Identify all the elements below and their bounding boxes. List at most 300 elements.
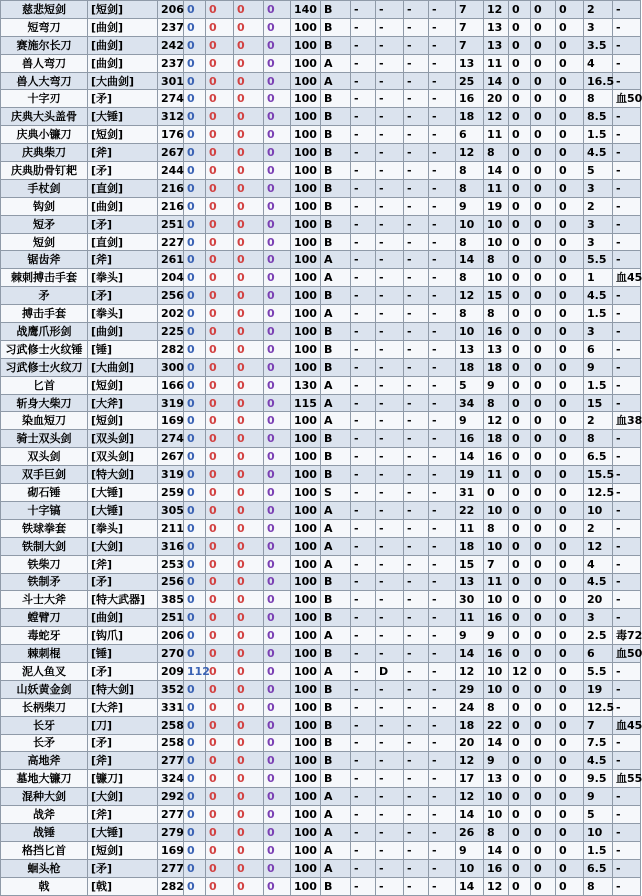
table-cell: 11 — [484, 179, 509, 197]
table-cell: 0 — [509, 305, 531, 323]
table-cell: - — [613, 859, 641, 877]
table-cell: 0 — [531, 179, 556, 197]
table-cell: - — [351, 358, 376, 376]
table-cell: - — [404, 126, 429, 144]
table-cell: [刀] — [88, 716, 158, 734]
table-cell: 0 — [234, 877, 264, 895]
table-cell: A — [321, 376, 351, 394]
table-cell: A — [321, 859, 351, 877]
table-cell: - — [376, 126, 404, 144]
table-cell: 0 — [184, 734, 206, 752]
table-cell: 0 — [509, 555, 531, 573]
weapon-name-cell: 高地斧 — [1, 752, 88, 770]
table-cell: 0 — [184, 823, 206, 841]
weapon-name-cell: 螳臂刀 — [1, 609, 88, 627]
table-cell: 251 — [158, 609, 184, 627]
table-cell: 0 — [206, 323, 234, 341]
table-cell: - — [351, 501, 376, 519]
weapon-name-cell: 兽人弯刀 — [1, 54, 88, 72]
table-cell: 237 — [158, 18, 184, 36]
table-cell: 206 — [158, 627, 184, 645]
table-cell: 0 — [234, 662, 264, 680]
table-cell: 0 — [184, 376, 206, 394]
table-cell: 0 — [184, 645, 206, 663]
table-cell: 100 — [291, 752, 321, 770]
table-cell: - — [404, 162, 429, 180]
table-cell: 12 — [509, 662, 531, 680]
table-row — [1, 788, 641, 806]
table-cell: 0 — [264, 537, 291, 555]
table-row — [1, 806, 641, 824]
table-cell: - — [613, 788, 641, 806]
table-cell: 0 — [531, 734, 556, 752]
table-cell: 0 — [234, 573, 264, 591]
table-cell: B — [321, 144, 351, 162]
table-cell: 0 — [234, 466, 264, 484]
table-row — [1, 573, 641, 591]
table-cell: 15 — [484, 287, 509, 305]
table-cell: 14 — [484, 734, 509, 752]
weapon-name-cell: 蛔头枪 — [1, 859, 88, 877]
table-cell: 0 — [184, 54, 206, 72]
table-cell: 0 — [556, 555, 584, 573]
table-cell: - — [404, 72, 429, 90]
table-cell: 0 — [264, 662, 291, 680]
table-cell: 31 — [456, 484, 484, 502]
table-cell: - — [429, 215, 456, 233]
table-cell: 7.5 — [584, 734, 613, 752]
table-cell: 0 — [264, 430, 291, 448]
table-cell: 4.5 — [584, 287, 613, 305]
table-cell: 10 — [584, 501, 613, 519]
table-row — [1, 841, 641, 859]
table-cell: 10 — [456, 323, 484, 341]
table-cell: 0 — [206, 484, 234, 502]
table-row — [1, 72, 641, 90]
table-cell: - — [376, 90, 404, 108]
table-cell: 0 — [509, 573, 531, 591]
table-cell: 211 — [158, 519, 184, 537]
weapon-name-cell: 锯齿斧 — [1, 251, 88, 269]
table-cell: 6 — [584, 645, 613, 663]
table-cell: 277 — [158, 752, 184, 770]
table-cell: 0 — [509, 18, 531, 36]
table-cell: - — [429, 144, 456, 162]
weapon-name-cell: 铁制矛 — [1, 573, 88, 591]
table-cell: 9 — [484, 376, 509, 394]
table-cell: 0 — [234, 752, 264, 770]
table-cell: 0 — [556, 36, 584, 54]
table-cell: 0 — [206, 430, 234, 448]
table-cell: - — [613, 162, 641, 180]
table-cell: 0 — [234, 609, 264, 627]
table-cell: 0 — [206, 591, 234, 609]
table-cell: 0 — [234, 645, 264, 663]
table-cell: 4 — [584, 54, 613, 72]
weapon-name-cell: 骑士双头剑 — [1, 430, 88, 448]
table-cell: - — [351, 680, 376, 698]
weapon-name-cell: 战鹰爪形剑 — [1, 323, 88, 341]
weapon-name-cell: 兽人大弯刀 — [1, 72, 88, 90]
weapon-name-cell: 短剑 — [1, 233, 88, 251]
table-cell: 0 — [556, 269, 584, 287]
table-cell: - — [404, 376, 429, 394]
table-cell: 0 — [556, 340, 584, 358]
weapon-name-cell: 匕首 — [1, 376, 88, 394]
table-cell: 26 — [456, 823, 484, 841]
table-cell: - — [404, 734, 429, 752]
table-cell: 0 — [531, 233, 556, 251]
table-cell: 0 — [234, 287, 264, 305]
table-cell: - — [351, 645, 376, 663]
table-cell: 血55 — [613, 770, 641, 788]
table-cell: 352 — [158, 680, 184, 698]
table-cell: - — [376, 144, 404, 162]
table-cell: - — [613, 54, 641, 72]
table-cell: 0 — [234, 394, 264, 412]
table-cell: [钩爪] — [88, 627, 158, 645]
table-cell: - — [404, 197, 429, 215]
table-cell: 0 — [509, 501, 531, 519]
table-cell: 100 — [291, 18, 321, 36]
table-cell: 0 — [264, 233, 291, 251]
table-cell: 0 — [184, 519, 206, 537]
table-cell: 0 — [531, 752, 556, 770]
table-row — [1, 394, 641, 412]
table-cell: 血45 — [613, 269, 641, 287]
table-cell: 0 — [509, 394, 531, 412]
table-cell: 100 — [291, 877, 321, 895]
table-cell: 0 — [556, 841, 584, 859]
table-cell: 0 — [206, 627, 234, 645]
table-cell: - — [613, 573, 641, 591]
table-cell: 0 — [264, 340, 291, 358]
table-cell: 0 — [509, 698, 531, 716]
table-cell: - — [404, 18, 429, 36]
table-cell: 100 — [291, 823, 321, 841]
table-cell: 0 — [556, 680, 584, 698]
table-cell: 282 — [158, 340, 184, 358]
table-cell: 0 — [556, 698, 584, 716]
table-cell: 100 — [291, 627, 321, 645]
table-cell: - — [404, 305, 429, 323]
table-cell: 12 — [456, 662, 484, 680]
table-cell: A — [321, 72, 351, 90]
table-cell: 15 — [456, 555, 484, 573]
table-cell: 0 — [531, 36, 556, 54]
table-cell: 0 — [264, 806, 291, 824]
table-cell: 20 — [456, 734, 484, 752]
table-cell: 0 — [531, 627, 556, 645]
table-cell: 0 — [184, 412, 206, 430]
table-cell: 0 — [184, 215, 206, 233]
table-row — [1, 215, 641, 233]
table-cell: 0 — [264, 90, 291, 108]
table-cell: 0 — [206, 806, 234, 824]
table-cell: - — [429, 36, 456, 54]
table-cell: 0 — [234, 448, 264, 466]
table-row — [1, 698, 641, 716]
table-cell: - — [351, 716, 376, 734]
table-cell: 8 — [484, 394, 509, 412]
table-cell: 0 — [556, 108, 584, 126]
table-cell: 0 — [264, 1, 291, 19]
table-cell: - — [351, 108, 376, 126]
table-cell: 100 — [291, 591, 321, 609]
table-cell: - — [613, 823, 641, 841]
weapon-name-cell: 染血短刀 — [1, 412, 88, 430]
table-cell: 7 — [456, 36, 484, 54]
table-cell: 100 — [291, 662, 321, 680]
table-cell: 0 — [509, 627, 531, 645]
table-cell: 0 — [234, 823, 264, 841]
table-cell: - — [376, 823, 404, 841]
weapon-name-cell: 十字刃 — [1, 90, 88, 108]
table-cell: - — [613, 323, 641, 341]
table-cell: - — [351, 698, 376, 716]
table-cell: 8 — [456, 179, 484, 197]
table-cell: 血45 — [613, 716, 641, 734]
table-cell: - — [376, 555, 404, 573]
table-row — [1, 645, 641, 663]
table-cell: 0 — [206, 305, 234, 323]
weapon-name-cell: 长牙 — [1, 716, 88, 734]
table-cell: 0 — [234, 430, 264, 448]
table-cell: 0 — [531, 251, 556, 269]
table-cell: 202 — [158, 305, 184, 323]
weapon-name-cell: 钩剑 — [1, 197, 88, 215]
table-cell: 0 — [206, 823, 234, 841]
table-cell: 17 — [456, 770, 484, 788]
table-cell: 0 — [234, 412, 264, 430]
table-cell: B — [321, 162, 351, 180]
table-cell: 0 — [509, 770, 531, 788]
table-cell: - — [613, 662, 641, 680]
table-cell: 0 — [264, 448, 291, 466]
table-cell: 100 — [291, 305, 321, 323]
table-cell: 0 — [184, 323, 206, 341]
table-cell: 3.5 — [584, 36, 613, 54]
table-cell: 100 — [291, 54, 321, 72]
table-cell: B — [321, 770, 351, 788]
table-cell: A — [321, 54, 351, 72]
table-row — [1, 537, 641, 555]
table-cell: - — [376, 251, 404, 269]
table-cell: 0 — [206, 698, 234, 716]
table-cell: 12 — [484, 108, 509, 126]
table-cell: 0 — [531, 108, 556, 126]
table-cell: 0 — [234, 788, 264, 806]
table-row — [1, 716, 641, 734]
table-cell: 169 — [158, 412, 184, 430]
table-cell: - — [404, 233, 429, 251]
table-cell: 20 — [484, 90, 509, 108]
table-row — [1, 179, 641, 197]
table-cell: 244 — [158, 162, 184, 180]
table-cell: 0 — [531, 680, 556, 698]
table-cell: 0 — [234, 841, 264, 859]
table-cell: 0 — [234, 591, 264, 609]
table-cell: 19 — [584, 680, 613, 698]
table-cell: 0 — [264, 627, 291, 645]
table-cell: 0 — [531, 126, 556, 144]
table-cell: 0 — [556, 215, 584, 233]
table-cell: 0 — [234, 501, 264, 519]
table-cell: 10 — [484, 501, 509, 519]
table-row — [1, 627, 641, 645]
weapon-name-cell: 棘刺棍 — [1, 645, 88, 663]
table-cell: - — [613, 36, 641, 54]
table-cell: - — [613, 144, 641, 162]
table-cell: 0 — [206, 501, 234, 519]
table-cell: - — [429, 340, 456, 358]
table-cell: 9 — [456, 197, 484, 215]
table-cell: - — [613, 555, 641, 573]
table-cell: 8 — [456, 233, 484, 251]
table-cell: B — [321, 18, 351, 36]
table-row — [1, 501, 641, 519]
table-cell: 13 — [484, 340, 509, 358]
table-cell: 0 — [234, 698, 264, 716]
table-cell: 0 — [206, 394, 234, 412]
table-cell: 9 — [456, 841, 484, 859]
table-cell: - — [613, 72, 641, 90]
table-cell: - — [376, 233, 404, 251]
table-cell: B — [321, 287, 351, 305]
weapon-name-cell: 慈悲短剑 — [1, 1, 88, 19]
table-cell: 0 — [264, 770, 291, 788]
table-cell: - — [376, 430, 404, 448]
table-cell: - — [376, 72, 404, 90]
table-cell: [大曲剑] — [88, 72, 158, 90]
table-cell: 261 — [158, 251, 184, 269]
table-cell: [矛] — [88, 287, 158, 305]
table-cell: [曲剑] — [88, 197, 158, 215]
table-cell: 2 — [584, 412, 613, 430]
table-cell: 204 — [158, 269, 184, 287]
table-cell: - — [613, 609, 641, 627]
table-cell: 10 — [456, 215, 484, 233]
table-cell: A — [321, 662, 351, 680]
table-cell: 331 — [158, 698, 184, 716]
table-cell: - — [429, 609, 456, 627]
table-cell: 16 — [484, 645, 509, 663]
table-cell: 0 — [184, 108, 206, 126]
table-cell: - — [404, 645, 429, 663]
table-cell: B — [321, 752, 351, 770]
table-cell: 319 — [158, 394, 184, 412]
table-cell: A — [321, 823, 351, 841]
table-cell: B — [321, 323, 351, 341]
table-cell: 277 — [158, 859, 184, 877]
table-cell: 0 — [509, 1, 531, 19]
table-cell: 0 — [531, 18, 556, 36]
weapon-name-cell: 战斧 — [1, 806, 88, 824]
table-cell: 16 — [456, 90, 484, 108]
table-cell: 225 — [158, 323, 184, 341]
table-cell: [曲剑] — [88, 18, 158, 36]
table-cell: 0 — [206, 72, 234, 90]
table-cell: 0 — [206, 609, 234, 627]
table-cell: 13 — [456, 54, 484, 72]
table-cell: 0 — [556, 144, 584, 162]
table-cell: 0 — [531, 305, 556, 323]
table-row — [1, 36, 641, 54]
table-cell: B — [321, 36, 351, 54]
table-cell: 267 — [158, 448, 184, 466]
table-cell: - — [429, 877, 456, 895]
table-cell: 0 — [234, 859, 264, 877]
table-cell: - — [404, 555, 429, 573]
table-row — [1, 662, 641, 680]
table-cell: 6 — [584, 340, 613, 358]
table-cell: 267 — [158, 144, 184, 162]
table-cell: 14 — [484, 841, 509, 859]
table-cell: 0 — [206, 448, 234, 466]
table-cell: - — [613, 877, 641, 895]
table-cell: - — [351, 251, 376, 269]
table-cell: 301 — [158, 72, 184, 90]
weapon-name-cell: 十字镐 — [1, 501, 88, 519]
table-cell: 0 — [206, 251, 234, 269]
table-cell: 0 — [234, 770, 264, 788]
table-cell: - — [429, 501, 456, 519]
weapon-name-cell: 铁球拳套 — [1, 519, 88, 537]
table-cell: 100 — [291, 555, 321, 573]
table-cell: 12 — [484, 877, 509, 895]
table-cell: 0 — [556, 72, 584, 90]
table-row — [1, 752, 641, 770]
table-cell: 20 — [584, 591, 613, 609]
table-cell: 227 — [158, 233, 184, 251]
weapon-name-cell: 砌石锤 — [1, 484, 88, 502]
table-cell: 0 — [509, 323, 531, 341]
table-cell: B — [321, 1, 351, 19]
table-cell: 12 — [484, 412, 509, 430]
table-cell: 0 — [206, 752, 234, 770]
table-cell: - — [351, 788, 376, 806]
table-cell: 14 — [456, 645, 484, 663]
table-cell: - — [376, 519, 404, 537]
table-cell: 100 — [291, 412, 321, 430]
table-cell: - — [351, 376, 376, 394]
table-cell: 100 — [291, 841, 321, 859]
table-cell: 0 — [184, 144, 206, 162]
weapon-name-cell: 混种大剑 — [1, 788, 88, 806]
table-cell: 10 — [456, 859, 484, 877]
table-cell: 16 — [484, 609, 509, 627]
table-cell: 0 — [184, 573, 206, 591]
table-cell: 0 — [184, 287, 206, 305]
table-cell: 0 — [556, 537, 584, 555]
weapon-name-cell: 矛 — [1, 287, 88, 305]
table-cell: - — [404, 501, 429, 519]
table-cell: - — [351, 627, 376, 645]
table-cell: - — [351, 215, 376, 233]
table-cell: 242 — [158, 36, 184, 54]
table-cell: 0 — [206, 412, 234, 430]
table-cell: - — [404, 269, 429, 287]
table-cell: - — [429, 591, 456, 609]
table-cell: 100 — [291, 734, 321, 752]
table-cell: 12 — [456, 287, 484, 305]
table-cell: - — [404, 519, 429, 537]
table-cell: - — [376, 591, 404, 609]
table-cell: - — [404, 215, 429, 233]
table-cell: - — [429, 108, 456, 126]
table-cell: - — [376, 215, 404, 233]
table-cell: 0 — [184, 233, 206, 251]
